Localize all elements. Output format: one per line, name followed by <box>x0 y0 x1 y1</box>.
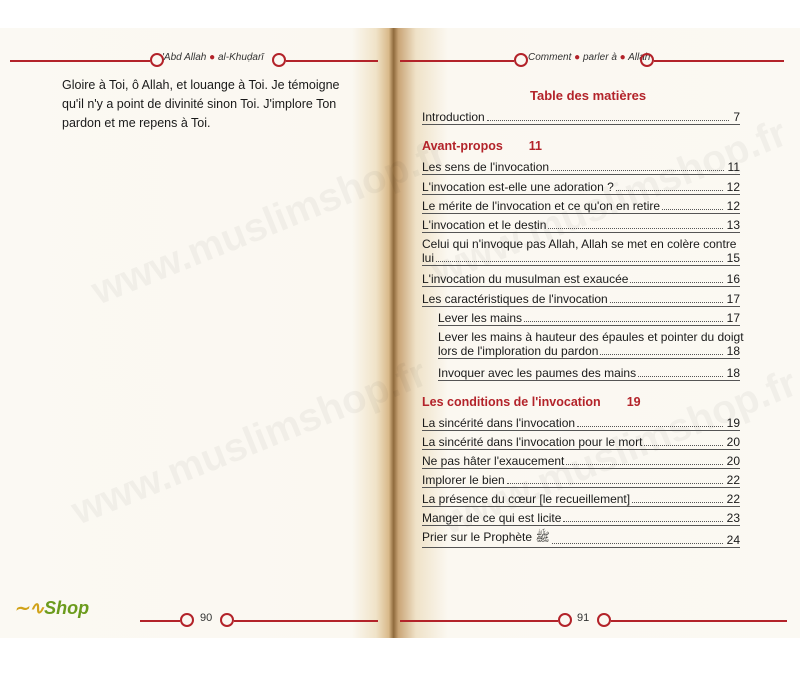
footer-rule-right2 <box>611 620 787 622</box>
footer-rule-left <box>140 620 180 622</box>
toc-entry[interactable]: La présence du cœur [le recueillement] 22 <box>422 492 740 506</box>
header-rule-right2 <box>654 60 784 62</box>
toc-entry[interactable]: Les caractéristiques de l'invocation 17 <box>422 292 740 306</box>
ornament <box>597 613 611 627</box>
toc-entry[interactable]: Prier sur le Prophète ﷺ 24 <box>422 530 740 547</box>
bleed-through <box>345 330 363 560</box>
footer-rule-right <box>400 620 558 622</box>
shop-logo: ∼∿Shop <box>14 598 90 618</box>
toc-entry[interactable]: Les sens de l'invocation 11 <box>422 160 740 174</box>
header-rule-left <box>10 60 150 62</box>
toc-entry[interactable]: L'invocation est-elle une adoration ? 12 <box>422 180 740 194</box>
page-number-right: 91 <box>577 612 590 624</box>
ornament <box>180 613 194 627</box>
toc-entry[interactable]: L'invocation du musulman est exaucée 16 <box>422 272 740 286</box>
section-heading: Avant-propos 11 <box>422 139 543 153</box>
left-header: 'Abd Allah ● al-Khuḍarī <box>162 52 264 63</box>
toc-entry[interactable]: L'invocation et le destin 13 <box>422 218 740 232</box>
toc-entry[interactable]: La sincérité dans l'invocation 19 <box>422 416 740 430</box>
ornament <box>220 613 234 627</box>
left-page-text: Gloire à Toi, ô Allah, et louange à Toi. Je témoigne qu'il n'y a point de divinité sinon Toi. J'implore Ton pardon et me repens à Toi. <box>62 78 340 130</box>
page-number-left: 90 <box>200 612 213 624</box>
footer-rule-left2 <box>234 620 378 622</box>
ornament <box>558 613 572 627</box>
toc-entry[interactable]: Introduction 7 <box>422 110 740 124</box>
ornament <box>514 53 528 67</box>
toc-entry[interactable]: Lever les mains à hauteur des épaules et pointer du doigt lors de l'imploration du pardon 18 <box>438 330 744 358</box>
toc-entry[interactable]: Invoquer avec les paumes des mains 18 <box>438 366 740 380</box>
toc-entry[interactable]: Manger de ce qui est licite 23 <box>422 511 740 525</box>
toc-entry[interactable]: Lever les mains 17 <box>438 311 740 325</box>
toc-title: Table des matières <box>530 88 647 103</box>
toc-entry[interactable]: Ne pas hâter l'exaucement 20 <box>422 454 740 468</box>
toc-entry[interactable]: Implorer le bien 22 <box>422 473 740 487</box>
right-header: Comment ● parler à ● Allah <box>528 52 651 63</box>
toc-entry[interactable]: Celui qui n'invoque pas Allah, Allah se met en colère contre lui 15 <box>422 237 740 265</box>
toc-entry[interactable]: La sincérité dans l'invocation pour le mort 20 <box>422 435 740 449</box>
ornament <box>640 53 654 67</box>
header-rule-right <box>400 60 514 62</box>
header-rule-left2 <box>286 60 378 62</box>
toc-entry[interactable]: Le mérite de l'invocation et ce qu'on en retire 12 <box>422 199 740 213</box>
ornament <box>272 53 286 67</box>
section-heading: Les conditions de l'invocation 19 <box>422 395 641 409</box>
